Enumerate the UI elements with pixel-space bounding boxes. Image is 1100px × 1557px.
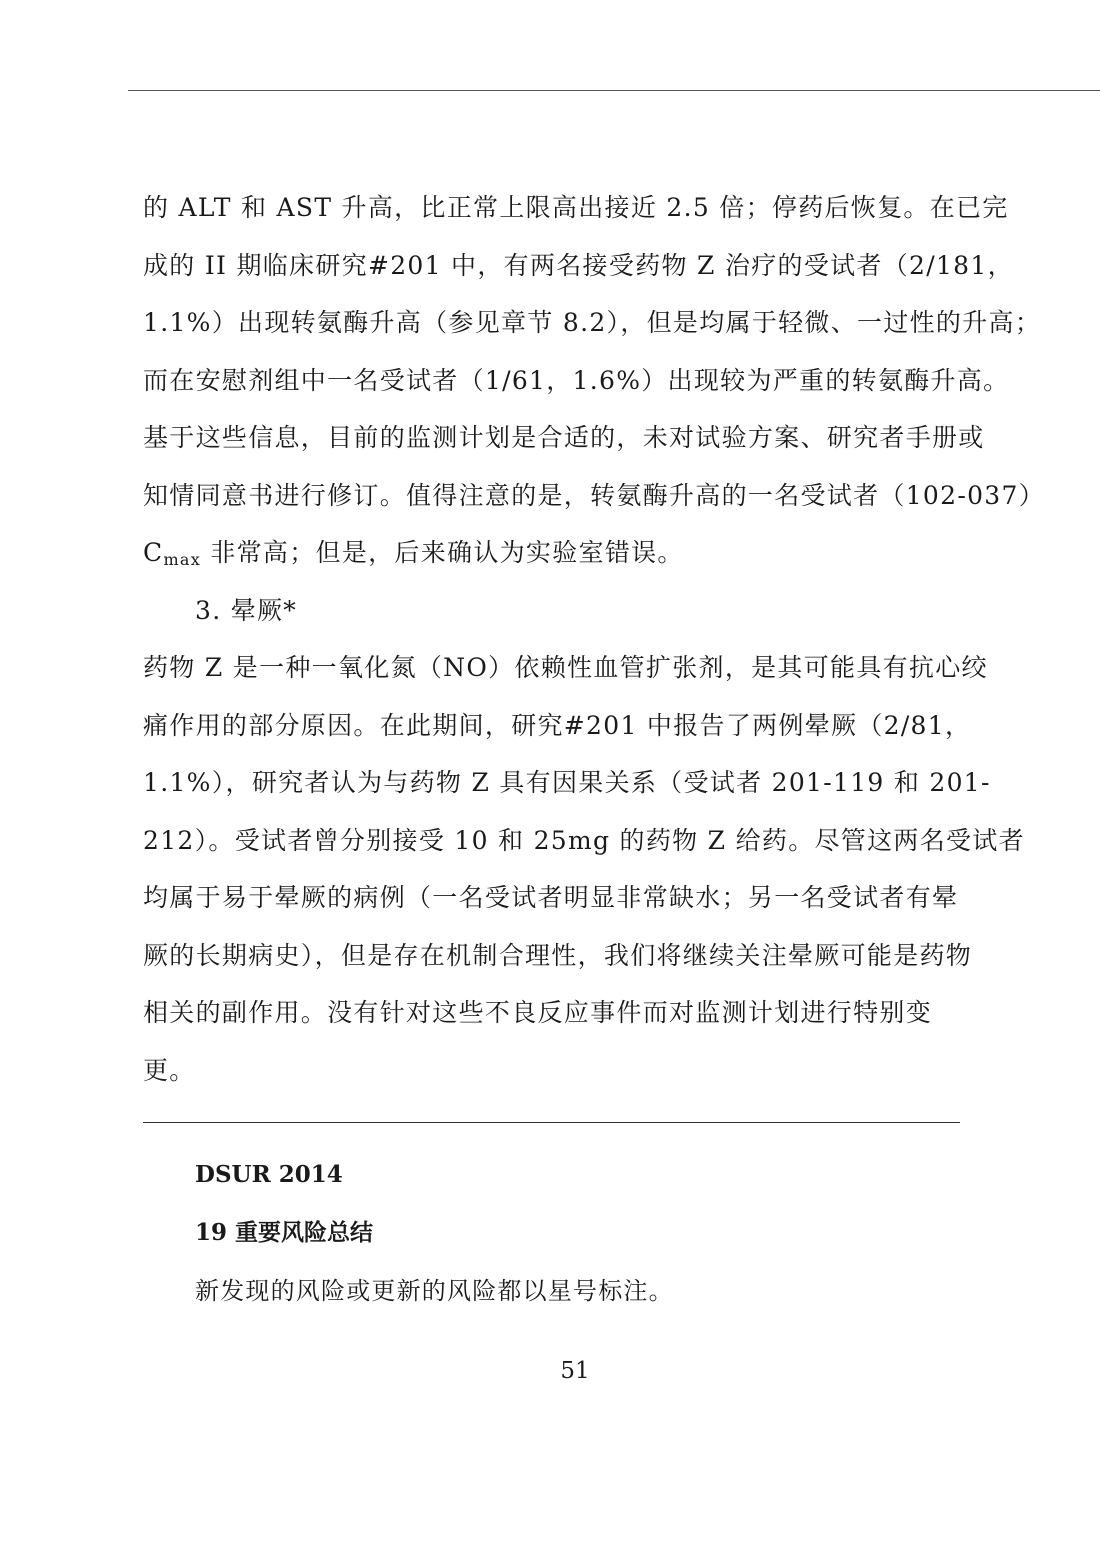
box-heading: 19 重要风险总结 [195,1219,374,1246]
page-number: 51 [560,1358,590,1384]
section-line: 药物 Z 是一种一氧化氮（NO）依赖性血管扩张剂，是其可能具有抗心绞 [143,653,988,682]
body-line: 成的 II 期临床研究#201 中，有两名接受药物 Z 治疗的受试者（2/181， [143,251,1014,280]
box-title: DSUR 2014 [195,1161,343,1188]
section-line: 1.1%），研究者认为与药物 Z 具有因果关系（受试者 201-119 和 201- [143,768,991,797]
body-line: 基于这些信息，目前的监测计划是合适的，未对试验方案、研究者手册或 [143,423,985,452]
section-subheading: 3. 晕厥* [195,596,298,625]
body-line: 的 ALT 和 AST 升高，比正常上限高出接近 2.5 倍；停药后恢复。在已完 [143,193,1009,222]
section-separator [143,1122,960,1123]
cmax-c: C [143,538,164,567]
cmax-rest: 非常高；但是，后来确认为实验室错误。 [201,538,684,567]
section-line: 更。 [143,1056,196,1085]
body-line: 而在安慰剂组中一名受试者（1/61，1.6%）出现较为严重的转氨酶升高。 [143,366,1010,395]
body-line: 知情同意书进行修订。值得注意的是，转氨酶升高的一名受试者（102-037） [143,481,1045,510]
box-text: 新发现的风险或更新的风险都以星号标注。 [195,1277,674,1305]
section-line: 厥的长期病史），但是存在机制合理性，我们将继续关注晕厥可能是药物 [143,941,973,970]
section-line: 相关的副作用。没有针对这些不良反应事件而对监测计划进行特别变 [143,998,933,1027]
section-line: 均属于易于晕厥的病例（一名受试者明显非常缺水；另一名受试者有晕 [143,883,959,912]
cmax-subscript: max [163,550,202,569]
header-rule [128,90,1100,91]
cmax-line [143,537,684,572]
section-line: 痛作用的部分原因。在此期间，研究#201 中报告了两例晕厥（2/81， [143,711,972,740]
section-line: 212）。受试者曾分别接受 10 和 25mg 的药物 Z 给药。尽管这两名受试者 [143,826,1025,855]
body-line: 1.1%）出现转氨酶升高（参见章节 8.2），但是均属于轻微、一过性的升高； [143,308,1042,337]
